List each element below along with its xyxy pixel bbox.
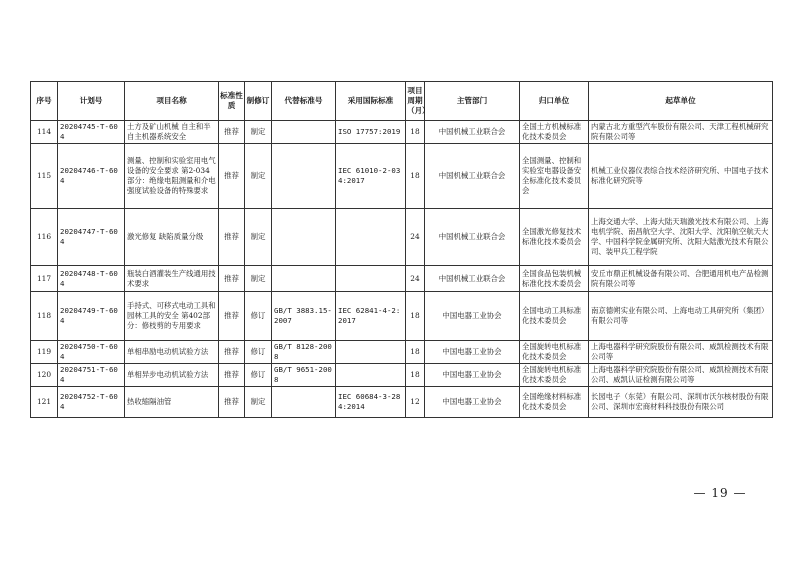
cell-nature: 推荐 [219, 292, 245, 341]
cell-period: 18 [406, 144, 425, 209]
header-name: 项目名称 [125, 82, 219, 121]
cell-replaced [272, 387, 336, 418]
cell-dept: 中国机械工业联合会 [425, 121, 520, 144]
cell-tc: 全国绝缘材料标准化技术委员会 [520, 387, 589, 418]
cell-replaced [272, 266, 336, 292]
cell-period: 18 [406, 292, 425, 341]
cell-nature: 推荐 [219, 121, 245, 144]
cell-plan-no: 20204749-T-604 [58, 292, 125, 341]
cell-type: 制定 [245, 387, 272, 418]
cell-drafter: 上海电器科学研究院股份有限公司、威凯检测技术有限公司、威凯认证检测有限公司等 [589, 364, 773, 387]
cell-dept: 中国电器工业协会 [425, 364, 520, 387]
cell-period: 12 [406, 387, 425, 418]
cell-period: 18 [406, 364, 425, 387]
cell-type: 修订 [245, 292, 272, 341]
cell-intl: ISO 17757:2019 [336, 121, 406, 144]
cell-seq: 115 [31, 144, 58, 209]
cell-plan-no: 20204751-T-604 [58, 364, 125, 387]
cell-replaced [272, 209, 336, 266]
cell-plan-no: 20204746-T-604 [58, 144, 125, 209]
cell-intl [336, 266, 406, 292]
cell-intl: IEC 62841-4-2:2017 [336, 292, 406, 341]
table-row [31, 364, 773, 387]
cell-type: 修订 [245, 364, 272, 387]
cell-tc: 全国旋转电机标准化技术委员会 [520, 364, 589, 387]
cell-dept: 中国机械工业联合会 [425, 266, 520, 292]
header-seq: 序号 [31, 82, 58, 121]
cell-plan-no: 20204748-T-604 [58, 266, 125, 292]
header-nature: 标准性质 [219, 82, 245, 121]
cell-name: 测量、控制和实验室用电气设备的安全要求 第2-034部分：绝缘电阻测量和介电强度试验设备的特殊要求 [125, 144, 219, 209]
cell-period: 24 [406, 209, 425, 266]
table-row [31, 292, 773, 341]
cell-tc: 全国激光修复技术标准化技术委员会 [520, 209, 589, 266]
cell-intl [336, 341, 406, 364]
cell-nature: 推荐 [219, 387, 245, 418]
cell-seq: 120 [31, 364, 58, 387]
header-plan-no: 计划号 [58, 82, 125, 121]
page-number: — 19 — [693, 486, 747, 500]
cell-drafter: 长园电子（东莞）有限公司、深圳市沃尔核材股份有限公司、深圳市宏商材料科技股份有限公司 [589, 387, 773, 418]
cell-period: 18 [406, 341, 425, 364]
cell-name: 激光修复 缺陷质量分级 [125, 209, 219, 266]
cell-name: 手持式、可移式电动工具和园林工具的安全 第402部分：修枝剪的专用要求 [125, 292, 219, 341]
cell-type: 制定 [245, 266, 272, 292]
cell-intl: IEC 60684-3-284:2014 [336, 387, 406, 418]
cell-replaced: GB/T 9651-2008 [272, 364, 336, 387]
table-row [31, 144, 773, 209]
cell-tc: 全国测量、控制和实验室电器设备安全标准化技术委员会 [520, 144, 589, 209]
table-row [31, 209, 773, 266]
header-type: 制修订 [245, 82, 272, 121]
cell-replaced: GB/T 3883.15-2007 [272, 292, 336, 341]
table-row [31, 341, 773, 364]
cell-intl [336, 364, 406, 387]
cell-seq: 119 [31, 341, 58, 364]
cell-period: 24 [406, 266, 425, 292]
cell-plan-no: 20204750-T-604 [58, 341, 125, 364]
table-row [31, 387, 773, 418]
cell-plan-no: 20204745-T-604 [58, 121, 125, 144]
table-body [31, 121, 773, 418]
table-header-row [31, 82, 773, 121]
cell-type: 制定 [245, 209, 272, 266]
header-drafter: 起草单位 [589, 82, 773, 121]
cell-replaced [272, 121, 336, 144]
cell-seq: 114 [31, 121, 58, 144]
cell-intl [336, 209, 406, 266]
cell-nature: 推荐 [219, 209, 245, 266]
cell-seq: 117 [31, 266, 58, 292]
cell-nature: 推荐 [219, 341, 245, 364]
header-replaced: 代替标准号 [272, 82, 336, 121]
header-dept: 主管部门 [425, 82, 520, 121]
cell-tc: 全国电动工具标准化技术委员会 [520, 292, 589, 341]
cell-dept: 中国机械工业联合会 [425, 144, 520, 209]
cell-dept: 中国机械工业联合会 [425, 209, 520, 266]
cell-dept: 中国电器工业协会 [425, 387, 520, 418]
cell-tc: 全国食品包装机械标准化技术委员会 [520, 266, 589, 292]
header-intl: 采用国际标准 [336, 82, 406, 121]
cell-type: 制定 [245, 121, 272, 144]
cell-plan-no: 20204752-T-604 [58, 387, 125, 418]
header-tc: 归口单位 [520, 82, 589, 121]
cell-seq: 118 [31, 292, 58, 341]
table-row [31, 121, 773, 144]
cell-nature: 推荐 [219, 364, 245, 387]
cell-nature: 推荐 [219, 144, 245, 209]
cell-drafter: 安丘市鼎正机械设备有限公司、合肥通用机电产品检测院有限公司等 [589, 266, 773, 292]
standards-plan-table [30, 81, 773, 418]
cell-name: 瓶装白酒灌装生产线通用技术要求 [125, 266, 219, 292]
cell-drafter: 上海电器科学研究院股份有限公司、威凯检测技术有限公司等 [589, 341, 773, 364]
cell-type: 修订 [245, 341, 272, 364]
cell-drafter: 机械工业仪器仪表综合技术经济研究所、中国电子技术标准化研究院等 [589, 144, 773, 209]
cell-drafter: 上海交通大学、上海大陆天瑞激光技术有限公司、上海电机学院、南昌航空大学、沈阳大学、沈阳航空航天大学、中国科学院金属研究所、沈阳大陆激光技术有限公司、装甲兵工程学院 [589, 209, 773, 266]
cell-tc: 全国旋转电机标准化技术委员会 [520, 341, 589, 364]
header-period: 项目周期（月） [406, 82, 425, 121]
cell-name: 热收缩隔油管 [125, 387, 219, 418]
cell-drafter: 内蒙古北方重型汽车股份有限公司、天津工程机械研究院有限公司等 [589, 121, 773, 144]
cell-dept: 中国电器工业协会 [425, 292, 520, 341]
cell-plan-no: 20204747-T-604 [58, 209, 125, 266]
cell-name: 单相串励电动机试验方法 [125, 341, 219, 364]
table-row [31, 266, 773, 292]
cell-type: 制定 [245, 144, 272, 209]
cell-replaced [272, 144, 336, 209]
cell-name: 土方及矿山机械 自主和半自主机器系统安全 [125, 121, 219, 144]
cell-drafter: 南京德朔实业有限公司、上海电动工具研究所（集团）有限公司等 [589, 292, 773, 341]
cell-period: 18 [406, 121, 425, 144]
cell-seq: 121 [31, 387, 58, 418]
cell-name: 单相异步电动机试验方法 [125, 364, 219, 387]
cell-dept: 中国电器工业协会 [425, 341, 520, 364]
cell-nature: 推荐 [219, 266, 245, 292]
cell-intl: IEC 61010-2-034:2017 [336, 144, 406, 209]
cell-replaced: GB/T 8128-2008 [272, 341, 336, 364]
cell-seq: 116 [31, 209, 58, 266]
cell-tc: 全国土方机械标准化技术委员会 [520, 121, 589, 144]
